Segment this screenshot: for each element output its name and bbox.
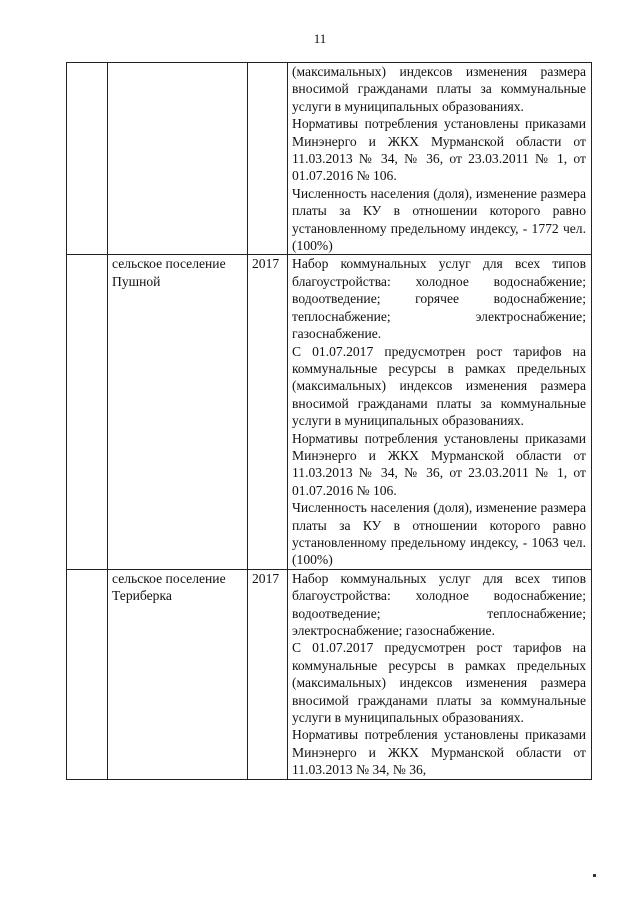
row-number-cell — [67, 255, 108, 569]
description-paragraph: С 01.07.2017 предусмотрен рост тарифов на коммунальные ресурсы в рамках предельных (максимальных) индексов изменения размера вносимой гражданами платы за коммунальные услуги в муниципальных образованиях. — [292, 343, 586, 429]
table-row — [67, 255, 592, 569]
description-paragraph: Нормативы потребления установлены приказами Минэнерго и ЖКХ Мурманской области от 11.03.2013 № 34, № 36, от 23.03.2011 № 1, от 01.07.2016 № 106. — [292, 430, 586, 498]
description-paragraph: (максимальных) индексов изменения размера вносимой гражданами платы за коммунальные услуги в муниципальных образованиях. — [292, 64, 586, 114]
scan-speck — [593, 874, 596, 877]
year-cell — [248, 63, 288, 255]
description-cell — [288, 63, 592, 255]
settlement-name-cell: сельское поселение Пушной — [108, 255, 248, 569]
description-paragraph: Нормативы потребления установлены приказами Минэнерго и ЖКХ Мурманской области от 11.03.2013 № 34, № 36, — [292, 727, 586, 778]
settlement-name-cell: сельское поселение Териберка — [108, 569, 248, 779]
year-cell: 2017 — [248, 569, 288, 779]
settlement-name-cell — [108, 63, 248, 255]
row-number-cell — [67, 569, 108, 779]
table-row — [67, 63, 592, 255]
year-cell: 2017 — [248, 255, 288, 569]
description-paragraph: Нормативы потребления установлены приказами Минэнерго и ЖКХ Мурманской области от 11.03.2013 № 34, № 36, от 23.03.2011 № 1, от 01.07.2016 № 106. — [292, 116, 586, 184]
description-paragraph: Набор коммунальных услуг для всех типов благоустройства: холодное водоснабжение; водоотведение; горячее водоснабжение; теплоснабжение; электроснабжение; газоснабжение. — [292, 256, 586, 342]
document-table — [66, 62, 592, 780]
description-paragraph: С 01.07.2017 предусмотрен рост тарифов на коммунальные ресурсы в рамках предельных (максимальных) индексов изменения размера вносимой гражданами платы за коммунальные услуги в муниципальных образованиях. — [292, 640, 586, 726]
description-paragraph: Численность населения (доля), изменение размера платы за КУ в отношении которого равно установленному предельному индексу, - 1772 чел. (100%) — [292, 185, 586, 254]
description-cell — [288, 255, 592, 569]
description-paragraph: Численность населения (доля), изменение размера платы за КУ в отношении которого равно установленному предельному индексу, - 1063 чел. (100%) — [292, 500, 586, 568]
description-cell — [288, 569, 592, 779]
row-number-cell — [67, 63, 108, 255]
description-paragraph: Набор коммунальных услуг для всех типов благоустройства: холодное водоснабжение; водоотведение; теплоснабжение; электроснабжение; газоснабжение. — [292, 570, 586, 638]
page-number: 11 — [313, 31, 327, 46]
table-row — [67, 569, 592, 779]
